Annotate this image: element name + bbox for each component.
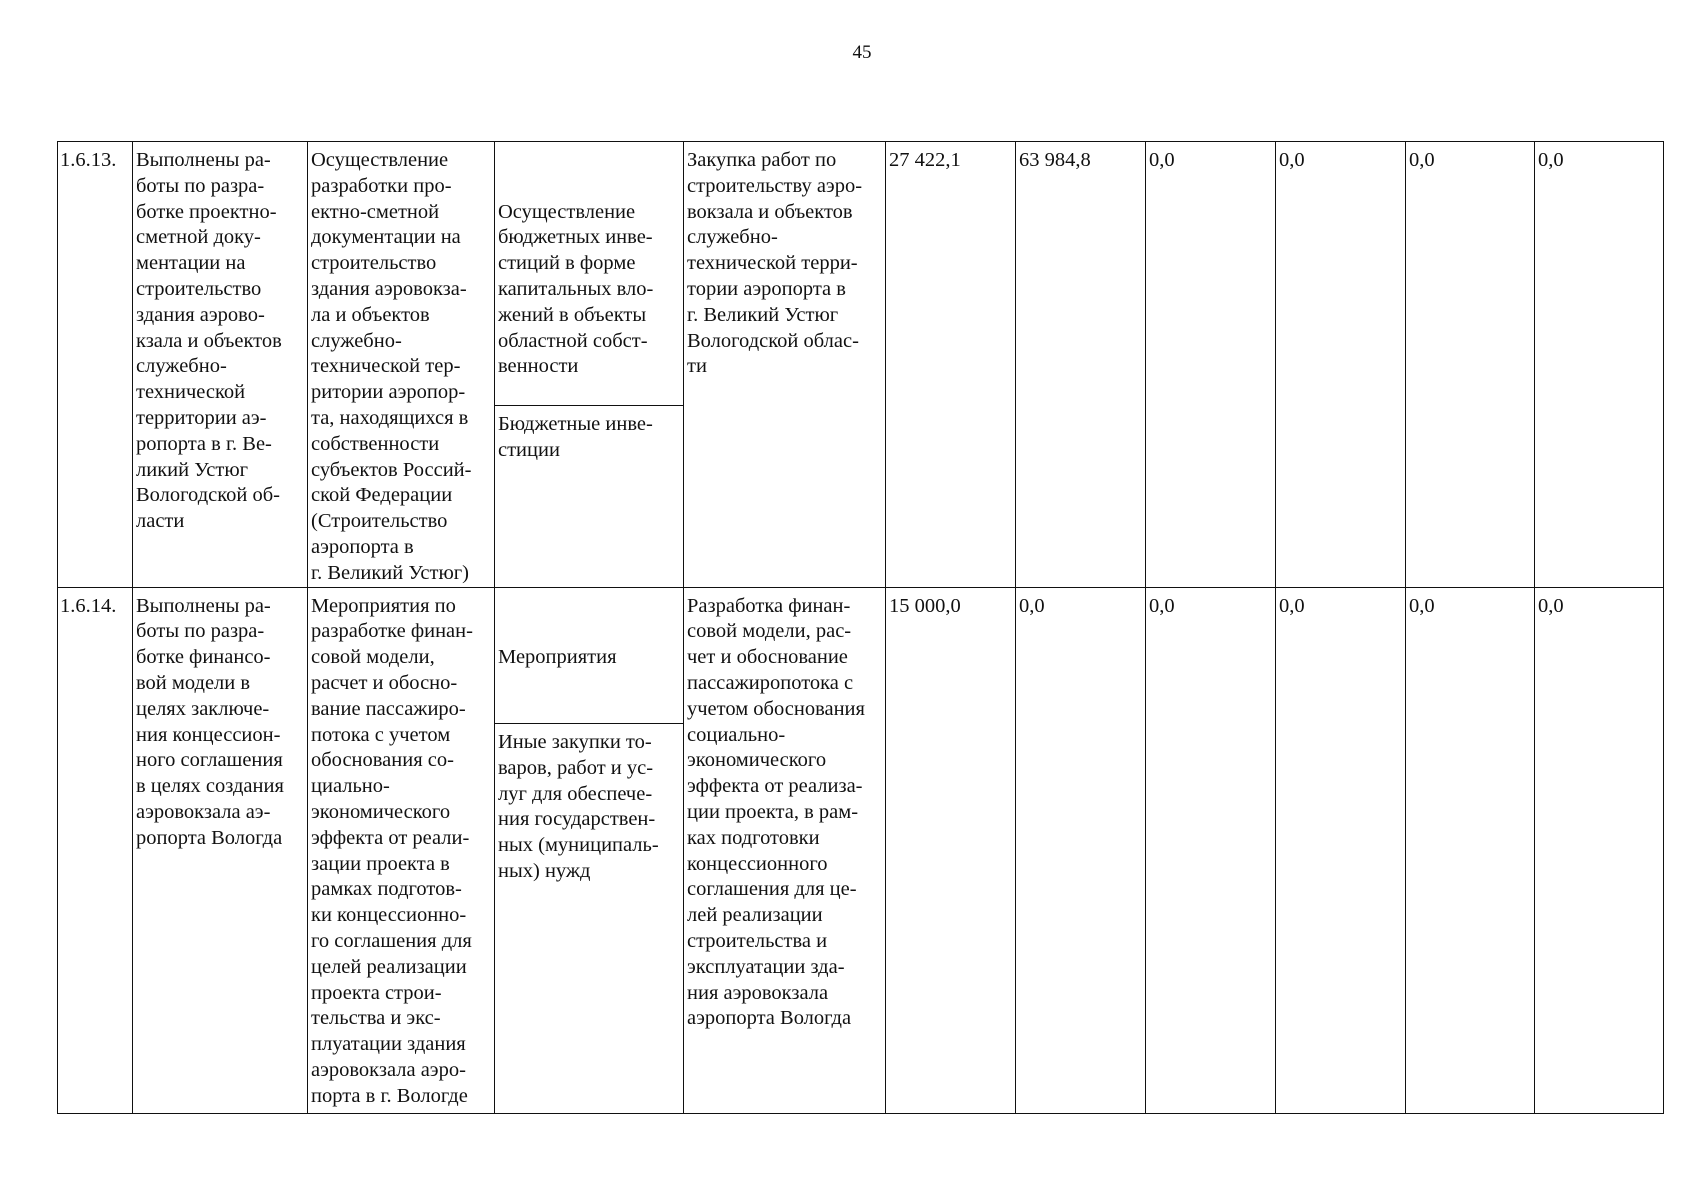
- page-number: 45: [852, 42, 872, 63]
- measure-description: Мероприятия по разработке финан- совой модели, расчет и обосно- вание пассажиро- потока с учетом обоснования со- циально- экономического эффекта от реали- зации проекта в рамках подготов- ки концессионно- го соглашения для целей реализации проекта строи- тельства и экс- плуатации здания аэровокзала аэро- порта в г. Вологде: [308, 587, 495, 1113]
- expense-type-primary: Осуществление бюджетных инве- стиций в форме капитальных вло- жений в объекты областной собст- венности: [498, 200, 654, 378]
- amount-5: 0,0: [1406, 142, 1535, 588]
- amount-2: 63 984,8: [1016, 142, 1146, 588]
- amount-4: 0,0: [1276, 142, 1406, 588]
- expense-type-secondary: Иные закупки то- варов, работ и ус- луг для обеспече- ния государствен- ных (муниципаль- ных) нужд: [495, 723, 683, 887]
- amount-3: 0,0: [1146, 587, 1276, 1113]
- amount-4: 0,0: [1276, 587, 1406, 1113]
- amount-1: 27 422,1: [886, 142, 1016, 588]
- amount-6: 0,0: [1535, 587, 1664, 1113]
- item-number: 1.6.13.: [58, 142, 133, 588]
- result-description: Выполнены ра- боты по разра- ботке финансо- вой модели в целях заключе- ния концессион- ного соглашения в целях создания аэровокзала аэ- ропорта Вологда: [133, 587, 308, 1113]
- amount-6: 0,0: [1535, 142, 1664, 588]
- purchase-description: Разработка финан- совой модели, рас- чет и обоснование пассажиропотока с учетом обоснования социально- экономического эффекта от реализа- ции проекта, в рам- ках подготовки концессионного соглашения для це- лей реализации строительства и эксплуатации зда- ния аэровокзала аэропорта Вологда: [684, 587, 886, 1113]
- measure-description: Осуществление разработки про- ектно-сметной документации на строительство здания аэровокза- ла и объектов служебно- технической тер- ритории аэропор- та, находящихся в собственности субъектов Россий- ской Федерации (Строительство аэропорта в г. Великий Устюг): [308, 142, 495, 588]
- item-number: 1.6.14.: [58, 587, 133, 1113]
- amount-1: 15 000,0: [886, 587, 1016, 1113]
- expense-type-cell: [495, 587, 684, 1113]
- table-row: [58, 587, 1664, 1113]
- expense-type-primary: Мероприятия: [498, 646, 617, 669]
- budget-table: [57, 141, 1664, 1114]
- purchase-description: Закупка работ по строительству аэро- вокзала и объектов служебно- технической терри- тории аэропорта в г. Великий Устюг Вологодской облас- ти: [684, 142, 886, 588]
- amount-2: 0,0: [1016, 587, 1146, 1113]
- expense-type-secondary: Бюджетные инве- стиции: [495, 405, 683, 466]
- expense-type-cell: [495, 142, 684, 588]
- amount-5: 0,0: [1406, 587, 1535, 1113]
- result-description: Выполнены ра- боты по разра- ботке проектно- сметной доку- ментации на строительство здания аэрово- кзала и объектов служебно- технической территории аэ- ропорта в г. Ве- ликий Устюг Вологодской об- ласти: [133, 142, 308, 588]
- table-row: [58, 142, 1664, 588]
- amount-3: 0,0: [1146, 142, 1276, 588]
